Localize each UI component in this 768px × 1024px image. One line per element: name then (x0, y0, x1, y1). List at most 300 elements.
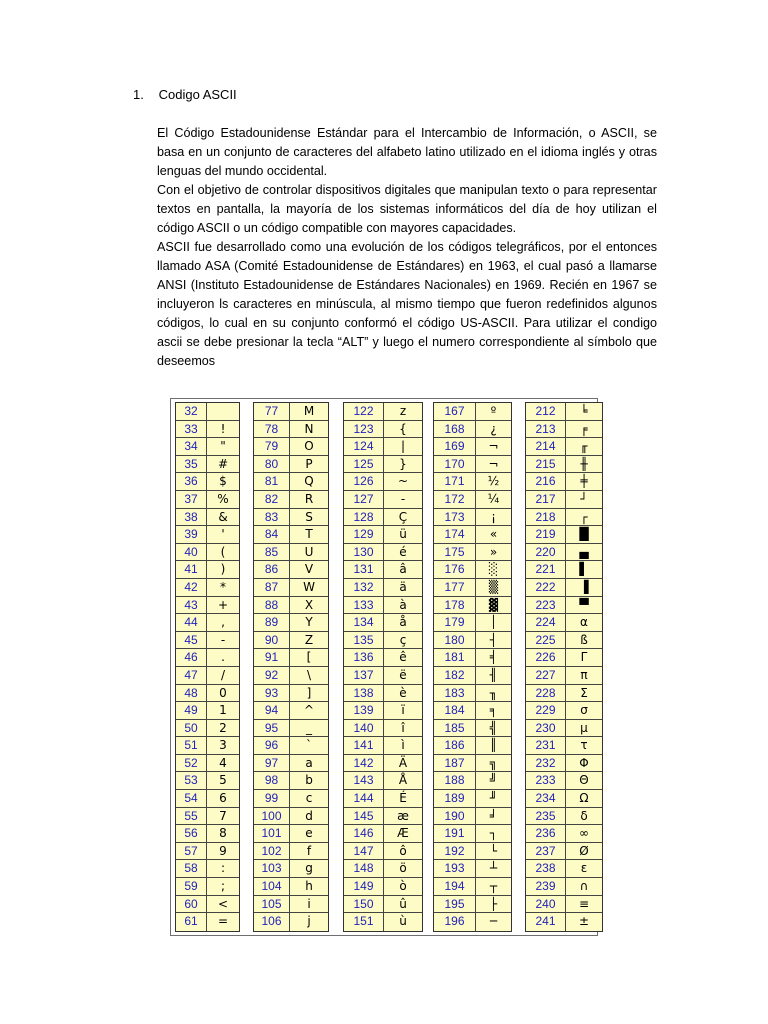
ascii-code: 236 (526, 825, 566, 842)
ascii-symbol: ¬ (476, 438, 511, 455)
ascii-row (434, 702, 511, 720)
ascii-code: 183 (434, 685, 476, 702)
ascii-row (434, 808, 511, 826)
ascii-row (344, 597, 422, 615)
ascii-code: 131 (344, 561, 384, 578)
ascii-symbol: ┤ (476, 632, 511, 649)
ascii-symbol: , (207, 614, 239, 631)
ascii-code: 33 (176, 421, 207, 438)
ascii-code: 178 (434, 597, 476, 614)
ascii-symbol: } (384, 456, 422, 473)
ascii-code: 85 (254, 544, 290, 561)
section-number: 1. (133, 87, 144, 102)
ascii-code: 127 (344, 491, 384, 508)
ascii-symbol: = (207, 913, 239, 931)
paragraph-3: ASCII fue desarrollado como una evolución de los códigos telegráficos, por el entonces llamado ASA (Comité Estadounidense de Estándares) en 1963, el cual pasó a llamarse ANSI (Instituto Estadounidense de Estándares Nacionales) en 1969. Recién en 1967 se incluyeron ls caracteres en minúscula, al mismo tiempo que fueron redefinidos algunos códigos, lo cual en su conjunto conformó el código US-ASCII. Para utilizar el condigo ascii se debe presionar la tecla “ALT” y luego el numero correspondiente al símbolo que deseemos (157, 240, 657, 368)
ascii-code: 216 (526, 473, 566, 490)
ascii-column-4 (433, 402, 512, 932)
ascii-code: 182 (434, 667, 476, 684)
ascii-row (176, 421, 239, 439)
ascii-symbol: ç (384, 632, 422, 649)
ascii-code: 217 (526, 491, 566, 508)
ascii-code: 104 (254, 878, 290, 895)
ascii-symbol: ▄ (566, 544, 602, 561)
ascii-row (526, 526, 602, 544)
ascii-row (254, 896, 328, 914)
ascii-code: 98 (254, 772, 290, 789)
ascii-symbol: b (290, 772, 328, 789)
ascii-code: 179 (434, 614, 476, 631)
ascii-symbol: 3 (207, 737, 239, 754)
ascii-row (526, 878, 602, 896)
ascii-code: 45 (176, 632, 207, 649)
ascii-row (254, 438, 328, 456)
ascii-row (526, 790, 602, 808)
ascii-row (526, 825, 602, 843)
ascii-symbol: è (384, 685, 422, 702)
ascii-symbol: d (290, 808, 328, 825)
ascii-code: 185 (434, 720, 476, 737)
ascii-row (254, 808, 328, 826)
ascii-row (526, 720, 602, 738)
ascii-code: 218 (526, 509, 566, 526)
ascii-symbol: Ω (566, 790, 602, 807)
ascii-symbol: a (290, 755, 328, 772)
ascii-symbol: ; (207, 878, 239, 895)
section-heading (133, 87, 237, 102)
ascii-code: 235 (526, 808, 566, 825)
ascii-symbol: å (384, 614, 422, 631)
ascii-symbol: ╡ (476, 649, 511, 666)
ascii-symbol: / (207, 667, 239, 684)
ascii-row (344, 737, 422, 755)
ascii-code: 83 (254, 509, 290, 526)
ascii-symbol: M (290, 403, 328, 420)
ascii-symbol: ∞ (566, 825, 602, 842)
ascii-code: 214 (526, 438, 566, 455)
ascii-row (434, 860, 511, 878)
ascii-row (526, 860, 602, 878)
ascii-symbol: « (476, 526, 511, 543)
ascii-symbol: ' (207, 526, 239, 543)
ascii-symbol: α (566, 614, 602, 631)
ascii-code: 123 (344, 421, 384, 438)
ascii-symbol: ù (384, 913, 422, 931)
ascii-code: 89 (254, 614, 290, 631)
ascii-row (434, 632, 511, 650)
ascii-code: 44 (176, 614, 207, 631)
ascii-symbol: O (290, 438, 328, 455)
ascii-symbol: â (384, 561, 422, 578)
ascii-symbol: 1 (207, 702, 239, 719)
ascii-symbol: T (290, 526, 328, 543)
ascii-row (526, 755, 602, 773)
ascii-symbol: 0 (207, 685, 239, 702)
ascii-code: 106 (254, 913, 290, 931)
ascii-symbol: ╛ (476, 808, 511, 825)
ascii-symbol: Z (290, 632, 328, 649)
ascii-symbol: ╕ (476, 702, 511, 719)
ascii-row (254, 491, 328, 509)
ascii-symbol: ~ (384, 473, 422, 490)
ascii-symbol: i (290, 896, 328, 913)
ascii-symbol: ± (566, 913, 602, 931)
ascii-symbol: δ (566, 808, 602, 825)
ascii-symbol: ü (384, 526, 422, 543)
ascii-row (434, 737, 511, 755)
ascii-row (434, 491, 511, 509)
paragraph-1: El Código Estadounidense Estándar para el Intercambio de Información, o ASCII, se basa en un conjunto de caracteres del alfabeto latino utilizado en el idioma inglés y otras lenguas del mundo occidental. (157, 126, 657, 178)
ascii-row (434, 403, 511, 421)
ascii-row (176, 737, 239, 755)
ascii-symbol: Σ (566, 685, 602, 702)
ascii-symbol: ¼ (476, 491, 511, 508)
ascii-code: 46 (176, 649, 207, 666)
ascii-code: 151 (344, 913, 384, 931)
ascii-code: 125 (344, 456, 384, 473)
ascii-row (344, 614, 422, 632)
ascii-code: 124 (344, 438, 384, 455)
ascii-code: 97 (254, 755, 290, 772)
ascii-code: 48 (176, 685, 207, 702)
ascii-symbol: ╒ (566, 421, 602, 438)
ascii-code: 190 (434, 808, 476, 825)
ascii-symbol: f (290, 843, 328, 860)
ascii-row (344, 772, 422, 790)
ascii-code: 134 (344, 614, 384, 631)
ascii-row (254, 702, 328, 720)
ascii-row (176, 772, 239, 790)
ascii-symbol: ╣ (476, 720, 511, 737)
ascii-symbol: V (290, 561, 328, 578)
ascii-symbol: æ (384, 808, 422, 825)
ascii-symbol: 9 (207, 843, 239, 860)
ascii-row (434, 526, 511, 544)
ascii-row (254, 614, 328, 632)
ascii-row (434, 913, 511, 931)
ascii-row (434, 878, 511, 896)
ascii-symbol: \ (290, 667, 328, 684)
ascii-column-3 (343, 402, 423, 932)
ascii-row (434, 720, 511, 738)
ascii-row (434, 456, 511, 474)
ascii-row (254, 913, 328, 931)
ascii-code: 91 (254, 649, 290, 666)
ascii-symbol: ┐ (476, 825, 511, 842)
ascii-row (526, 737, 602, 755)
ascii-row (176, 614, 239, 632)
ascii-symbol: É (384, 790, 422, 807)
ascii-symbol: 6 (207, 790, 239, 807)
ascii-row (344, 544, 422, 562)
ascii-row (434, 509, 511, 527)
ascii-code: 99 (254, 790, 290, 807)
ascii-row (176, 685, 239, 703)
ascii-symbol: ├ (476, 896, 511, 913)
ascii-code: 233 (526, 772, 566, 789)
ascii-code: 177 (434, 579, 476, 596)
ascii-symbol: W (290, 579, 328, 596)
ascii-code: 135 (344, 632, 384, 649)
ascii-row (344, 667, 422, 685)
ascii-code: 100 (254, 808, 290, 825)
ascii-row (344, 649, 422, 667)
ascii-symbol: » (476, 544, 511, 561)
ascii-row (254, 649, 328, 667)
ascii-row (526, 772, 602, 790)
ascii-code: 136 (344, 649, 384, 666)
ascii-code: 171 (434, 473, 476, 490)
ascii-row (176, 579, 239, 597)
ascii-code: 224 (526, 614, 566, 631)
ascii-row (254, 561, 328, 579)
ascii-code: 232 (526, 755, 566, 772)
ascii-symbol: R (290, 491, 328, 508)
ascii-row (526, 473, 602, 491)
ascii-row (254, 685, 328, 703)
ascii-row (254, 544, 328, 562)
ascii-row (344, 755, 422, 773)
ascii-row (434, 544, 511, 562)
ascii-code: 223 (526, 597, 566, 614)
ascii-row (176, 438, 239, 456)
ascii-row (344, 878, 422, 896)
ascii-symbol: & (207, 509, 239, 526)
ascii-code: 168 (434, 421, 476, 438)
ascii-code: 41 (176, 561, 207, 578)
ascii-row (176, 526, 239, 544)
ascii-code: 141 (344, 737, 384, 754)
ascii-row (434, 896, 511, 914)
ascii-code: 184 (434, 702, 476, 719)
ascii-row (526, 702, 602, 720)
ascii-symbol: ò (384, 878, 422, 895)
ascii-row (176, 790, 239, 808)
ascii-code: 180 (434, 632, 476, 649)
ascii-symbol: ï (384, 702, 422, 719)
ascii-code: 219 (526, 526, 566, 543)
ascii-code: 145 (344, 808, 384, 825)
ascii-code: 61 (176, 913, 207, 931)
ascii-symbol: % (207, 491, 239, 508)
ascii-code: 225 (526, 632, 566, 649)
ascii-row (176, 896, 239, 914)
ascii-code: 238 (526, 860, 566, 877)
ascii-symbol: c (290, 790, 328, 807)
ascii-code: 90 (254, 632, 290, 649)
ascii-symbol: ╘ (566, 403, 602, 420)
ascii-row (344, 491, 422, 509)
ascii-row (344, 843, 422, 861)
ascii-code: 169 (434, 438, 476, 455)
ascii-row (176, 808, 239, 826)
ascii-symbol: τ (566, 737, 602, 754)
ascii-row (434, 614, 511, 632)
ascii-row (344, 702, 422, 720)
ascii-symbol: ╫ (566, 456, 602, 473)
ascii-symbol: S (290, 509, 328, 526)
ascii-row (526, 649, 602, 667)
ascii-code: 102 (254, 843, 290, 860)
ascii-row (254, 755, 328, 773)
ascii-row (176, 702, 239, 720)
ascii-symbol: î (384, 720, 422, 737)
ascii-code: 35 (176, 456, 207, 473)
ascii-code: 176 (434, 561, 476, 578)
ascii-code: 52 (176, 755, 207, 772)
ascii-symbol: ║ (476, 737, 511, 754)
ascii-symbol: ╓ (566, 438, 602, 455)
ascii-row (176, 597, 239, 615)
ascii-symbol: ß (566, 632, 602, 649)
ascii-code: 231 (526, 737, 566, 754)
ascii-row (526, 913, 602, 931)
ascii-code: 94 (254, 702, 290, 719)
ascii-row (254, 473, 328, 491)
ascii-table (170, 398, 598, 936)
ascii-code: 93 (254, 685, 290, 702)
ascii-row (344, 421, 422, 439)
ascii-row (254, 456, 328, 474)
ascii-code: 189 (434, 790, 476, 807)
ascii-symbol: ╝ (476, 772, 511, 789)
ascii-symbol: ) (207, 561, 239, 578)
ascii-code: 146 (344, 825, 384, 842)
ascii-code: 77 (254, 403, 290, 420)
ascii-code: 96 (254, 737, 290, 754)
ascii-symbol: ] (290, 685, 328, 702)
ascii-code: 105 (254, 896, 290, 913)
ascii-symbol: * (207, 579, 239, 596)
ascii-code: 222 (526, 579, 566, 596)
ascii-code: 167 (434, 403, 476, 420)
ascii-code: 47 (176, 667, 207, 684)
ascii-code: 188 (434, 772, 476, 789)
ascii-row (176, 843, 239, 861)
ascii-row (434, 561, 511, 579)
ascii-symbol: j (290, 913, 328, 931)
ascii-code: 133 (344, 597, 384, 614)
ascii-row (254, 720, 328, 738)
ascii-code: 228 (526, 685, 566, 702)
ascii-row (434, 473, 511, 491)
ascii-symbol: ╗ (476, 755, 511, 772)
ascii-symbol: 2 (207, 720, 239, 737)
ascii-symbol: │ (476, 614, 511, 631)
ascii-code: 130 (344, 544, 384, 561)
ascii-row (526, 808, 602, 826)
ascii-row (526, 456, 602, 474)
ascii-code: 220 (526, 544, 566, 561)
ascii-row (254, 825, 328, 843)
ascii-code: 79 (254, 438, 290, 455)
ascii-symbol: Γ (566, 649, 602, 666)
ascii-row (344, 790, 422, 808)
ascii-row (176, 878, 239, 896)
ascii-code: 88 (254, 597, 290, 614)
ascii-code: 129 (344, 526, 384, 543)
ascii-row (344, 473, 422, 491)
ascii-code: 132 (344, 579, 384, 596)
ascii-row (434, 421, 511, 439)
ascii-symbol: ░ (476, 561, 511, 578)
ascii-row (434, 438, 511, 456)
ascii-row (344, 632, 422, 650)
ascii-code: 193 (434, 860, 476, 877)
ascii-symbol: Ç (384, 509, 422, 526)
ascii-symbol: à (384, 597, 422, 614)
ascii-row (526, 544, 602, 562)
ascii-code: 137 (344, 667, 384, 684)
ascii-symbol: ─ (476, 913, 511, 931)
ascii-row (176, 913, 239, 931)
ascii-row (434, 649, 511, 667)
ascii-code: 213 (526, 421, 566, 438)
ascii-symbol: Æ (384, 825, 422, 842)
ascii-row (176, 825, 239, 843)
ascii-row (344, 509, 422, 527)
ascii-symbol: ▌ (566, 561, 602, 578)
ascii-row (254, 790, 328, 808)
section-title: Codigo ASCII (158, 87, 237, 102)
ascii-row (254, 878, 328, 896)
ascii-row (176, 860, 239, 878)
ascii-row (254, 526, 328, 544)
ascii-code: 126 (344, 473, 384, 490)
ascii-code: 58 (176, 860, 207, 877)
ascii-row (526, 896, 602, 914)
ascii-row (344, 825, 422, 843)
ascii-symbol: " (207, 438, 239, 455)
ascii-code: 54 (176, 790, 207, 807)
ascii-row (526, 667, 602, 685)
ascii-code: 173 (434, 509, 476, 526)
ascii-code: 150 (344, 896, 384, 913)
ascii-symbol: $ (207, 473, 239, 490)
ascii-code: 81 (254, 473, 290, 490)
ascii-code: 212 (526, 403, 566, 420)
ascii-symbol: ê (384, 649, 422, 666)
ascii-row (344, 685, 422, 703)
ascii-symbol: ä (384, 579, 422, 596)
body-text (157, 124, 657, 371)
ascii-code: 143 (344, 772, 384, 789)
ascii-symbol: Ø (566, 843, 602, 860)
ascii-symbol: µ (566, 720, 602, 737)
ascii-symbol: ö (384, 860, 422, 877)
ascii-symbol: ^ (290, 702, 328, 719)
ascii-symbol: Φ (566, 755, 602, 772)
ascii-symbol: ¿ (476, 421, 511, 438)
ascii-code: 234 (526, 790, 566, 807)
ascii-row (176, 649, 239, 667)
ascii-symbol: ╜ (476, 790, 511, 807)
ascii-row (526, 561, 602, 579)
ascii-row (176, 403, 239, 421)
ascii-symbol: ▒ (476, 579, 511, 596)
ascii-symbol: ½ (476, 473, 511, 490)
ascii-symbol: ╢ (476, 667, 511, 684)
ascii-symbol: û (384, 896, 422, 913)
ascii-row (434, 685, 511, 703)
ascii-symbol: ┘ (566, 491, 602, 508)
ascii-code: 80 (254, 456, 290, 473)
ascii-code: 144 (344, 790, 384, 807)
ascii-symbol: Q (290, 473, 328, 490)
ascii-code: 181 (434, 649, 476, 666)
ascii-row (254, 403, 328, 421)
ascii-row (176, 755, 239, 773)
